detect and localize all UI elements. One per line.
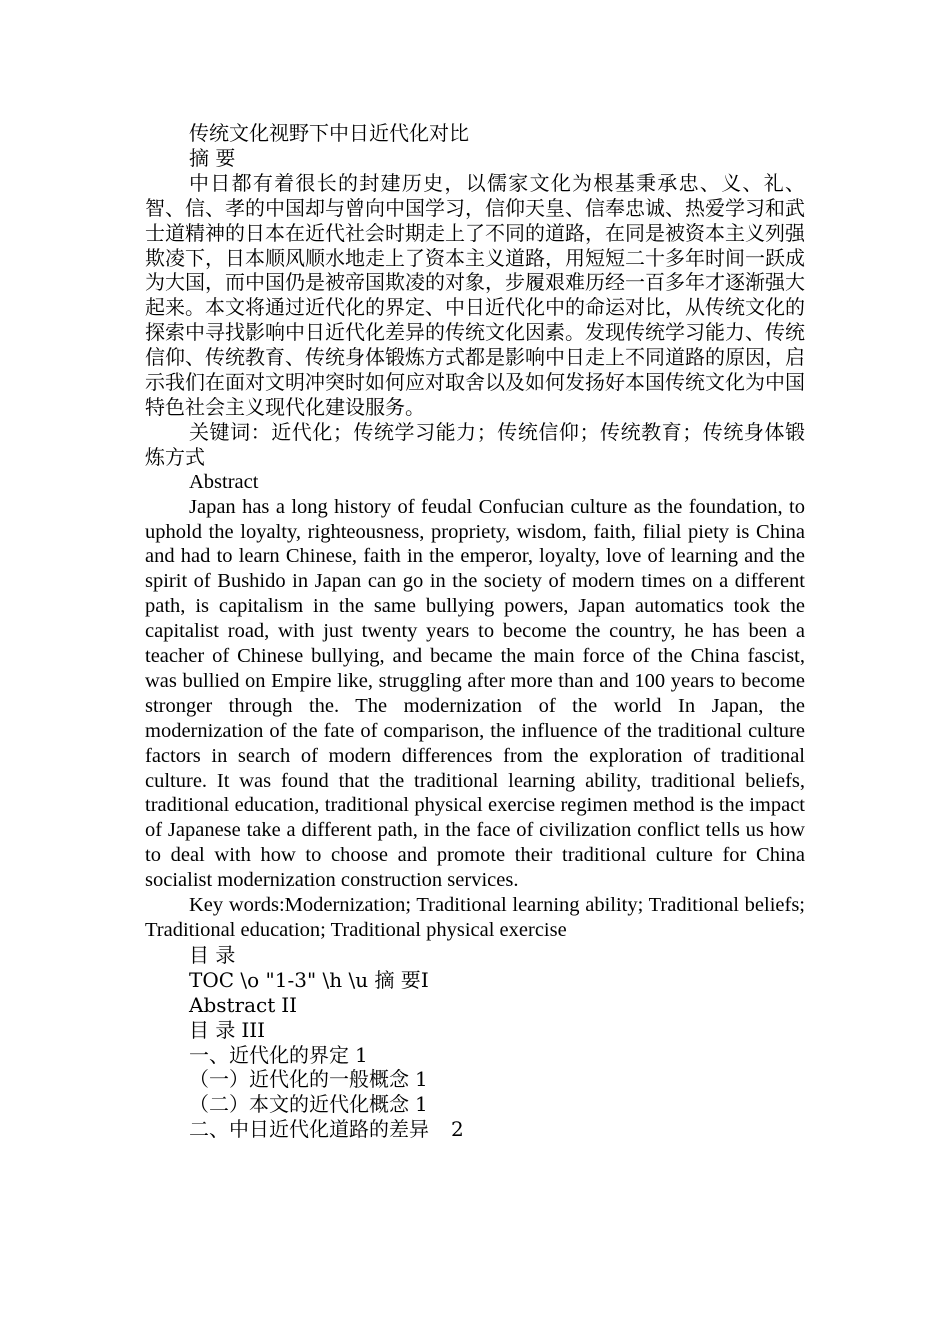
toc-entry-page: 1 [355,1042,368,1067]
toc-entry-text: 二、中日近代化道路的差异 [189,1117,429,1142]
toc-entry[interactable] [145,968,805,993]
toc-entry-page: III [241,1017,266,1042]
toc-entry-page: II [281,992,298,1017]
toc-entry-page: I [420,967,429,992]
abstract-en-heading: Abstract [189,470,259,493]
toc-entry-text: 目 录 [189,1017,236,1042]
document-title: 传统文化视野下中日近代化对比 [189,121,469,145]
document-page [145,121,805,1142]
toc-entry[interactable] [145,1092,805,1117]
toc-entry-page: 2 [451,1117,464,1142]
toc-entry-page: 1 [415,1067,428,1092]
toc-heading: 目 录 [189,942,236,967]
abstract-cn-body: 中日都有着很长的封建历史，以儒家文化为根基秉承忠、义、礼、智、信、孝的中国却与曾向中国学习，信仰天皇、信奉忠诚、热爱学习和武士道精神的日本在近代社会时期走上了不同的道路，在同是被资本主义列强欺凌下，日本顺风顺水地走上了资本主义道路，用短短二十多年时间一跃成为大国，而中国仍是被帝国欺凌的对象，步履艰难历经一百多年才逐渐强大起来。本文将通过近代化的界定、中日近代化中的命运对比，从传统文化的探索中寻找影响中日近代化差异的传统文化因素。发现传统学习能力、传统信仰、传统教育、传统身体锻炼方式都是影响中日走上不同道路的原因，启示我们在面对文明冲突时如何应对取舍以及如何发扬好本国传统文化为中国特色社会主义现代化建设服务。 [145,170,805,419]
toc-entry[interactable] [145,1067,805,1092]
toc-entry-text: Abstract [189,992,276,1017]
abstract-en-body: Japan has a long history of feudal Confucian culture as the foundation, to uphold the loyalty, righteousness, propriety, wisdom, faith, filial piety is China and had to learn Chinese, faith in the emperor, loyalty, love of learning and the spirit of Bushido in Japan can go in the society of modern times on a different path, is capitalism in the same bullying powers, Japan automatics took the capitalist road, with just twenty years to become the country, he has been a teacher of Chinese bullying, and became the main force of the China fascist, was bullied on Empire like, struggling after more than and 100 years to become stronger through the. The modernization of the world In Japan, the modernization of the fate of comparison, the influence of the traditional culture factors in search of modern differences from the exploration of traditional culture. It was found that the traditional learning ability, traditional beliefs, traditional education, traditional physical exercise regimen method is the impact of Japanese take a different path, in the face of civilization conflict tells us how to deal with how to choose and promote their traditional culture for China socialist modernization construction services. [145,495,805,892]
toc-entry[interactable] [145,1117,805,1142]
toc-entry-text: TOC \o "1-3" \h \u 摘 要 [189,967,421,992]
toc-entry-text: （二）本文的近代化概念 [189,1092,409,1117]
toc-entry[interactable] [145,993,805,1018]
toc-entry-text: （一）近代化的一般概念 [189,1067,409,1092]
abstract-cn-heading: 摘 要 [189,145,236,170]
toc-entry[interactable] [145,1018,805,1043]
toc-entry-page: 1 [415,1092,428,1117]
abstract-en-keywords: Key words:Modernization; Traditional learning ability; Traditional beliefs; Traditional education; Traditional physical exercise [145,894,805,941]
toc-entry-text: 一、近代化的界定 [189,1042,349,1067]
toc-entry[interactable] [145,1043,805,1068]
abstract-cn-keywords: 关键词：近代化；传统学习能力；传统信仰；传统教育；传统身体锻炼方式 [145,419,805,469]
